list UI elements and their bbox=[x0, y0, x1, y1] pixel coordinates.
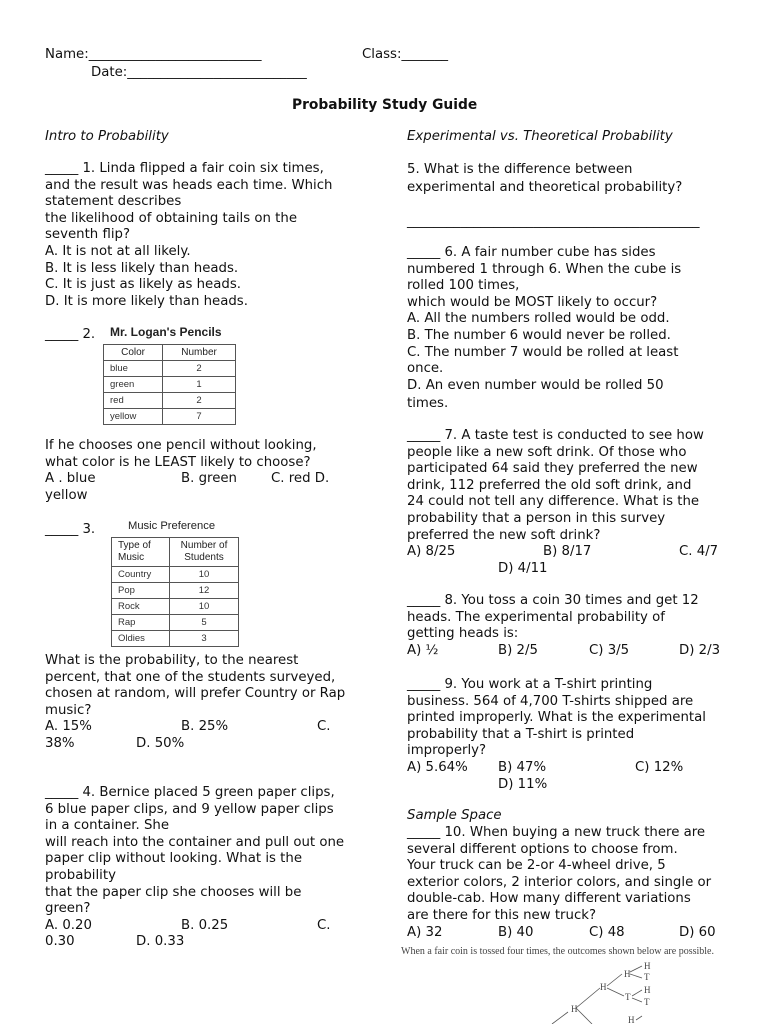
answer-choice: A. All the numbers rolled would be odd. bbox=[407, 311, 670, 327]
answer-choice: C) 48 bbox=[589, 924, 625, 940]
table-cell: 2 bbox=[163, 361, 236, 377]
question-line: business. 564 of 4,700 T-shirts shipped are bbox=[407, 693, 694, 709]
table-cell: Country bbox=[112, 567, 170, 583]
table-row bbox=[104, 377, 236, 393]
tree-node-label: H bbox=[600, 982, 607, 992]
answer-choice: A) 32 bbox=[407, 924, 443, 940]
question-line: seventh flip? bbox=[45, 227, 131, 243]
question-line: _____ 4. Bernice placed 5 green paper clips, bbox=[45, 785, 335, 800]
question-line: percent, that one of the students surveyed, bbox=[45, 669, 336, 685]
question-line: which would be MOST likely to occur? bbox=[407, 294, 658, 310]
question-line: _____ 7. A taste test is conducted to see how bbox=[407, 428, 704, 443]
question-line: chosen at random, will prefer Country or Rap bbox=[45, 686, 346, 702]
section-title-intro: Intro to Probability bbox=[45, 129, 169, 144]
table-cell: 5 bbox=[170, 615, 239, 631]
answer-choice: B) 8/17 bbox=[543, 544, 592, 560]
question-line: printed improperly. What is the experimental bbox=[407, 710, 706, 726]
page-title: Probability Study Guide bbox=[292, 97, 478, 113]
answer-choice: B. The number 6 would never be rolled. bbox=[407, 327, 671, 343]
question-line: preferred the new soft drink? bbox=[407, 527, 601, 543]
section-title-sample-space: Sample Space bbox=[407, 808, 502, 823]
table-cell: 2 bbox=[163, 393, 236, 409]
answer-choice: D. 0.33 bbox=[136, 934, 185, 950]
answer-choice: A. 0.20 bbox=[45, 917, 92, 933]
table-row bbox=[104, 393, 236, 409]
question-6 bbox=[407, 245, 737, 413]
question-line: what color is he LEAST likely to choose? bbox=[45, 454, 311, 470]
answer-choice: C. red D. bbox=[271, 471, 330, 487]
question-line: green? bbox=[45, 901, 91, 917]
question-8 bbox=[407, 593, 737, 659]
question-line: _____ 10. When buying a new truck there are bbox=[407, 825, 706, 840]
section-title-experimental: Experimental vs. Theoretical Probability bbox=[407, 129, 673, 144]
question-3-text bbox=[45, 653, 365, 753]
answer-choice: B. green bbox=[181, 471, 237, 487]
answer-choice: D. 50% bbox=[136, 735, 185, 751]
question-3-blank: _____ 3. bbox=[45, 522, 96, 537]
table-row bbox=[112, 583, 239, 599]
answer-choice: B) 40 bbox=[498, 924, 534, 940]
question-line: exterior colors, 2 interior colors, and single or bbox=[407, 874, 712, 890]
table-cell: 3 bbox=[170, 631, 239, 647]
answer-choice: B. 0.25 bbox=[181, 917, 229, 933]
tree-node-label: H bbox=[644, 961, 651, 971]
question-line: statement describes bbox=[45, 194, 182, 210]
question-line: people like a new soft drink. Of those who bbox=[407, 444, 687, 460]
coin-toss-tree-diagram bbox=[540, 958, 670, 1024]
table-cell: 10 bbox=[170, 599, 239, 615]
answer-choice: 0.30 bbox=[45, 934, 75, 950]
answer-choice: C. It is just as likely as heads. bbox=[45, 277, 241, 293]
question-line: Your truck can be 2-or 4-wheel drive, 5 bbox=[407, 858, 666, 874]
question-line: and the result was heads each time. Which bbox=[45, 177, 333, 193]
table-cell: Rap bbox=[112, 615, 170, 631]
question-line: will reach into the container and pull out one bbox=[45, 834, 345, 850]
question-line: If he chooses one pencil without looking, bbox=[45, 438, 317, 453]
question-line: are there for this new truck? bbox=[407, 907, 597, 923]
table-header: Color bbox=[104, 345, 163, 361]
question-line: 6 blue paper clips, and 9 yellow paper clips bbox=[45, 801, 334, 817]
question-2-blank: _____ 2. bbox=[45, 327, 96, 342]
question-line: double-cab. How many different variations bbox=[407, 891, 691, 907]
question-line: several different options to choose from. bbox=[407, 841, 678, 857]
tree-node-label: T bbox=[644, 997, 650, 1007]
date-field-line[interactable]: Date:___________________________ bbox=[91, 65, 307, 80]
table-cell: 7 bbox=[163, 409, 236, 425]
table-cell: 12 bbox=[170, 583, 239, 599]
answer-choice: A. 15% bbox=[45, 719, 92, 735]
question-2-text bbox=[45, 438, 365, 504]
question-line: heads. The experimental probability of bbox=[407, 609, 665, 625]
answer-choice: B. It is less likely than heads. bbox=[45, 260, 239, 276]
table-row bbox=[112, 631, 239, 647]
table-row bbox=[112, 567, 239, 583]
answer-choice: 38% bbox=[45, 735, 75, 751]
table-cell: yellow bbox=[104, 409, 163, 425]
music-table-title: Music Preference bbox=[128, 520, 216, 532]
table-row bbox=[104, 409, 236, 425]
answer-choice: A) 5.64% bbox=[407, 759, 468, 775]
answer-choice: times. bbox=[407, 396, 449, 412]
question-line: _____ 6. A fair number cube has sides bbox=[407, 245, 656, 260]
question-5-answer-line[interactable]: ____________________________________________ bbox=[407, 214, 700, 229]
table-header: Number bbox=[163, 345, 236, 361]
question-5-line: 5. What is the difference between bbox=[407, 162, 633, 177]
question-line: in a container. She bbox=[45, 818, 170, 834]
answer-choice: A) 8/25 bbox=[407, 544, 456, 560]
question-line: probability that a person in this survey bbox=[407, 510, 666, 526]
question-line: getting heads is: bbox=[407, 626, 519, 642]
table-cell: blue bbox=[104, 361, 163, 377]
table-row bbox=[112, 615, 239, 631]
question-line: paper clip without looking. What is the bbox=[45, 851, 302, 867]
pencils-table-title: Mr. Logan's Pencils bbox=[110, 325, 222, 339]
music-table bbox=[111, 537, 239, 647]
answer-choice: once. bbox=[407, 361, 444, 377]
answer-choice: yellow bbox=[45, 487, 88, 503]
table-cell: Pop bbox=[112, 583, 170, 599]
answer-choice: B) 2/5 bbox=[498, 642, 538, 658]
tree-node-label: T bbox=[644, 972, 650, 982]
question-5-line: experimental and theoretical probability? bbox=[407, 180, 683, 195]
question-line: music? bbox=[45, 702, 92, 718]
table-cell: 10 bbox=[170, 567, 239, 583]
table-row bbox=[104, 361, 236, 377]
table-header: Number of Students bbox=[170, 538, 239, 567]
answer-choice: D) 2/3 bbox=[679, 642, 721, 658]
answer-choice: A. It is not at all likely. bbox=[45, 243, 191, 259]
question-line: probability bbox=[45, 867, 116, 883]
answer-choice: D. It is more likely than heads. bbox=[45, 293, 248, 309]
question-line: probability that a T-shirt is printed bbox=[407, 726, 635, 742]
question-line: _____ 1. Linda flipped a fair coin six times, bbox=[45, 161, 324, 176]
answer-choice: D) 11% bbox=[498, 776, 548, 792]
question-line: 24 could not tell any difference. What is the bbox=[407, 494, 700, 510]
question-line: drink, 112 preferred the old soft drink, and bbox=[407, 477, 692, 493]
table-cell: Rock bbox=[112, 599, 170, 615]
question-line: improperly? bbox=[407, 743, 487, 759]
question-line: What is the probability, to the nearest bbox=[45, 653, 299, 668]
answer-choice: D) 4/11 bbox=[498, 560, 548, 576]
answer-choice: C. The number 7 would be rolled at least bbox=[407, 344, 679, 360]
tree-node-label: H bbox=[624, 969, 631, 979]
table-cell: green bbox=[104, 377, 163, 393]
tree-node-label: H bbox=[628, 1015, 635, 1024]
question-10 bbox=[407, 825, 737, 941]
answer-choice: C) 3/5 bbox=[589, 642, 630, 658]
answer-choice: A) ½ bbox=[407, 642, 439, 658]
class-field-line[interactable]: Class:_______ bbox=[362, 47, 449, 62]
table-cell: 1 bbox=[163, 377, 236, 393]
question-1 bbox=[45, 161, 365, 310]
table-cell: Oldies bbox=[112, 631, 170, 647]
table-row bbox=[112, 599, 239, 615]
answer-choice: D. An even number would be rolled 50 bbox=[407, 377, 664, 393]
answer-choice: C. bbox=[317, 719, 331, 735]
answer-choice: D) 60 bbox=[679, 924, 716, 940]
question-line: the likelihood of obtaining tails on the bbox=[45, 210, 298, 226]
question-line: numbered 1 through 6. When the cube is bbox=[407, 261, 682, 277]
question-line: that the paper clip she chooses will be bbox=[45, 884, 302, 900]
question-line: _____ 8. You toss a coin 30 times and get 12 bbox=[407, 593, 699, 608]
tree-node-label: H bbox=[571, 1004, 578, 1014]
table-cell: red bbox=[104, 393, 163, 409]
question-9 bbox=[407, 677, 737, 793]
name-field-line[interactable]: Name:__________________________ bbox=[45, 47, 262, 62]
question-7 bbox=[407, 428, 737, 577]
question-4 bbox=[45, 785, 365, 951]
tree-node-label: T bbox=[625, 992, 631, 1002]
tree-node-label: H bbox=[644, 985, 651, 995]
question-line: participated 64 said they preferred the new bbox=[407, 461, 698, 477]
answer-choice: C. bbox=[317, 917, 331, 933]
question-line: rolled 100 times, bbox=[407, 278, 520, 294]
answer-choice: C. 4/7 bbox=[679, 544, 719, 560]
table-header: Type of Music bbox=[112, 538, 170, 567]
tree-diagram-caption: When a fair coin is tossed four times, the outcomes shown below are possible. bbox=[401, 946, 714, 957]
answer-choice: B. 25% bbox=[181, 719, 229, 735]
pencils-table bbox=[103, 344, 236, 425]
answer-choice: A . blue bbox=[45, 471, 96, 487]
answer-choice: C) 12% bbox=[635, 759, 684, 775]
answer-choice: B) 47% bbox=[498, 759, 547, 775]
question-line: _____ 9. You work at a T-shirt printing bbox=[407, 677, 653, 692]
